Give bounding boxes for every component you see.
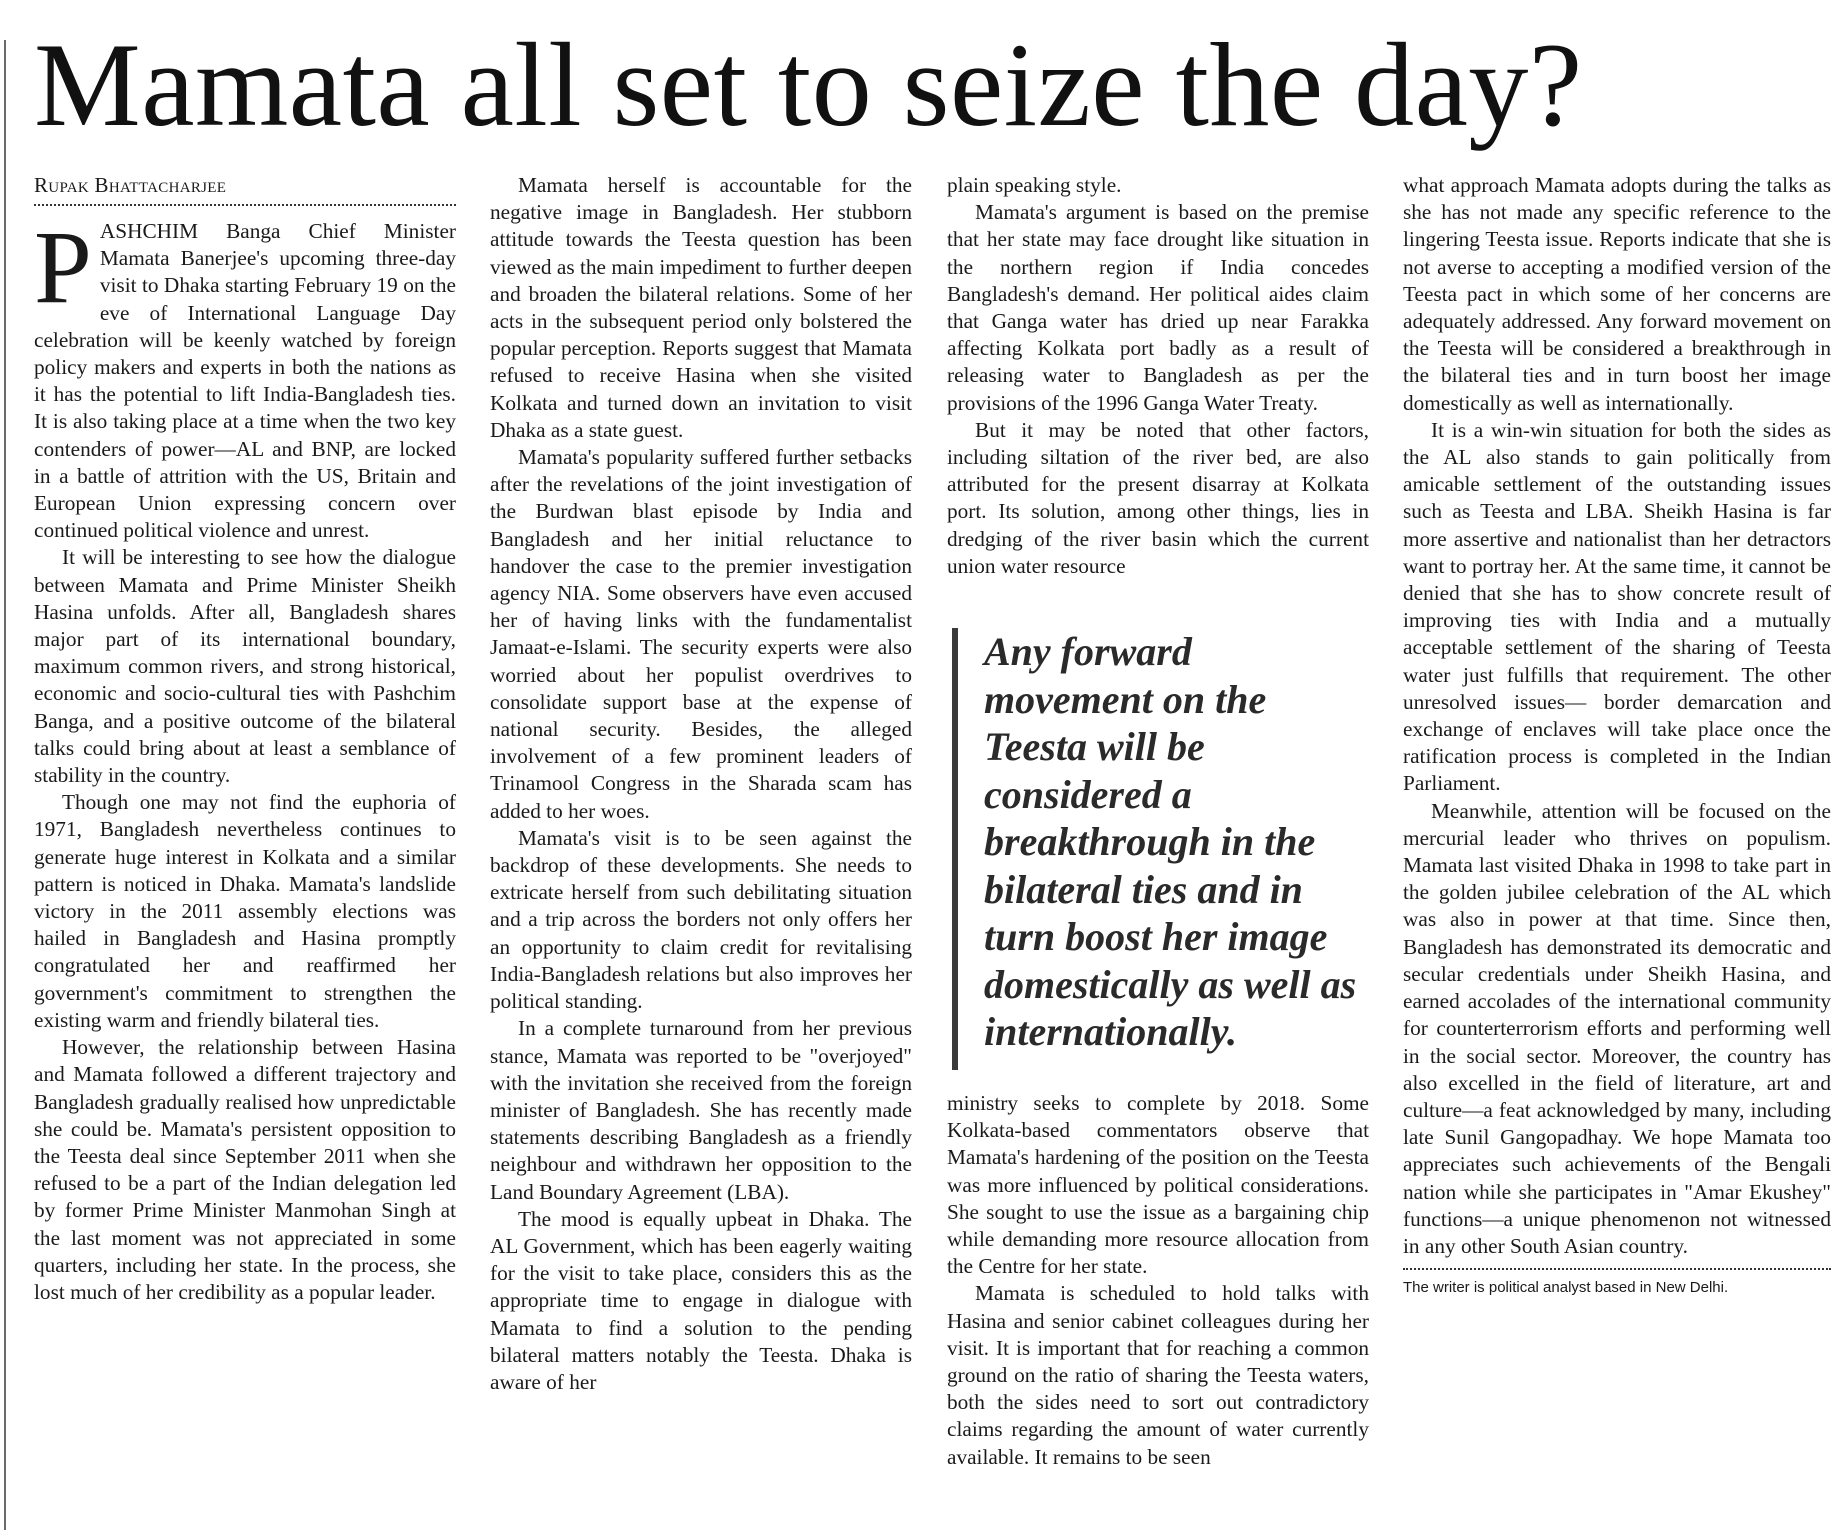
- paragraph: Though one may not find the euphoria of 1971, Bangladesh nevertheless continues to generate huge interest in Kolkata and a similar pattern is noticed in Dhaka. Mamata's landslide victory in the 2011 assembly elections was hailed in Bangladesh and Hasina promptly congratulated her and reaffirmed her government's commitment to strengthen the existing warm and friendly bilateral ties.: [34, 790, 456, 1032]
- paragraph: However, the relationship between Hasina and Mamata followed a different trajectory and Bangladesh gradually realised how unpredictable she could be. Mamata's persistent opposition to the Teesta deal since September 2011 when she refused to be a part of the Indian delegation led by former Prime Minister Manmohan Singh at the last moment was not appreciated in some quarters, including her state. In the process, she lost much of her credibility as a popular leader.: [34, 1035, 456, 1304]
- paragraph: Mamata is scheduled to hold talks with Hasina and senior cabinet colleagues during her visit. It is important that for reaching a common ground on the ratio of sharing the Teesta waters, both the sides need to sort out contradictory claims regarding the amount of water currently available. It remains to be seen: [947, 1281, 1369, 1469]
- column-3-top: [947, 172, 1369, 580]
- pull-quote: [952, 628, 1362, 1070]
- paragraph: Mamata herself is accountable for the negative image in Bangladesh. Her stubborn attitude towards the Teesta question has been viewed as the main impediment to further deepen and broaden the bilateral relations. Some of her acts in the subsequent period only bolstered the popular perception. Reports suggest that Mamata refused to receive Hasina when she visited Kolkata and turned down an invitation to visit Dhaka as a state guest.: [490, 173, 912, 442]
- paragraph: Mamata's visit is to be seen against the backdrop of these developments. She needs to extricate herself from such debilitating situation and a trip across the borders not only offers her an opportunity to claim credit for revitalising India-Bangladesh relations but also improves her political standing.: [490, 825, 912, 1014]
- column-3-bottom: [947, 1090, 1369, 1471]
- headline: Mamata all set to seize the day?: [34, 18, 1583, 151]
- column-1: [34, 172, 456, 1306]
- drop-cap: P: [34, 210, 92, 325]
- paragraph-1-text: ASHCHIM Banga Chief Minister Mamata Banerjee's upcoming three-day visit to Dhaka starting February 19 on the eve of International Language Day celebration will be keenly watched by foreign policy makers and experts in both the nations as it has the potential to lift India-Bangladesh ties. It is also taking place at a time when the two key contenders of power—AL and BNP, are locked in a battle of attrition with the US, Britain and European Union expressing concern over continued political violence and unrest.: [34, 219, 456, 543]
- paragraph: Meanwhile, attention will be focused on the mercurial leader who thrives on populism. Mamata last visited Dhaka in 1998 to take part in the golden jubilee celebration of the AL which was also in power at that time. Since then, Bangladesh has demonstrated its democratic and secular credentials under Sheikh Hasina, and earned accolades of the international community for counterterrorism efforts and performing well in the social sector. Moreover, the country has also excelled in the field of literature, art and culture—a feat acknowledged by many, including late Sunil Gangopadhay. We hope Mamata too appreciates such achievements of the Bengali nation while she participates in "Amar Ekushey" functions—a unique phenomenon not witnessed in any other South Asian country.: [1403, 798, 1831, 1258]
- paragraph: It is a win-win situation for both the sides as the AL also stands to gain politically from amicable settlement of the outstanding issues such as Teesta and LBA. Sheikh Hasina is far more assertive and nationalist than her detractors want to portray her. At the same time, it cannot be denied that she has to show concrete result of improving ties with India and a mutually acceptable settlement of the sharing of Teesta water just fulfills that requirement. The other unresolved issues— border demarcation and exchange of enclaves will take place once the ratification process is completed in the Indian Parliament.: [1403, 417, 1831, 796]
- paragraph: The mood is equally upbeat in Dhaka. The AL Government, which has been eagerly waiting for the visit to take place, considers this as the appropriate time to engage in dialogue with Mamata to find a solution to the pending bilateral matters notably the Teesta. Dhaka is aware of her: [490, 1206, 912, 1394]
- byline: Rupak Bhattacharjee: [34, 173, 227, 197]
- paragraph: It will be interesting to see how the dialogue between Mamata and Prime Minister Sheikh Hasina unfolds. After all, Bangladesh shares major part of its international boundary, maximum common rivers, and strong historical, economic and socio-cultural ties with Pashchim Banga, and a positive outcome of the bilateral talks could bring about at least a semblance of stability in the country.: [34, 545, 456, 788]
- footnote-divider: [1403, 1268, 1831, 1270]
- paragraph-continued: plain speaking style.: [947, 173, 1122, 197]
- paragraph-continued: ministry seeks to complete by 2018. Some Kolkata-based commentators observe that Mamata's hardening of the position on the Teesta was more influenced by political considerations. She sought to use the issue as a bargaining chip while demanding more resource allocation from the Centre for her state.: [947, 1091, 1369, 1279]
- byline-divider: [34, 204, 456, 206]
- paragraph: But it may be noted that other factors, including siltation of the river bed, are also attributed for the present disarray at Kolkata port. Its solution, among other things, lies in dredging of the river basin which the current union water resource: [947, 417, 1369, 578]
- paragraph: In a complete turnaround from her previous stance, Mamata was reported to be "overjoyed" with the invitation she received from the foreign minister of Bangladesh. She has recently made statements describing Bangladesh as a friendly neighbour and withdrawn her opposition to the Land Boundary Agreement (LBA).: [490, 1016, 912, 1204]
- page-edge-line: [4, 40, 6, 1530]
- column-2: [490, 172, 912, 1396]
- paragraph-continued: what approach Mamata adopts during the talks as she has not made any specific reference to the lingering Teesta issue. Reports indicate that she is not averse to accepting a modified version of the Teesta pact in which some of her concerns are adequately addressed. Any forward movement on the Teesta will be considered a breakthrough in the bilateral ties and in turn boost her image domestically as well as internationally.: [1403, 173, 1831, 415]
- paragraph: Mamata's popularity suffered further setbacks after the revelations of the joint investigation of the Burdwan blast episode by India and Bangladesh and her initial reluctance to handover the case to the premier investigation agency NIA. Some observers have even accused her of having links with the fundamentalist Jamaat-e-Islami. The security experts were also worried about her populist overdrives to consolidate support base at the expense of national security. Besides, the alleged involvement of a few prominent leaders of Trinamool Congress in the Sharada scam has added to her woes.: [490, 445, 912, 823]
- paragraph: Mamata's argument is based on the premise that her state may face drought like situation in the northern region if India concedes Bangladesh's demand. Her political aides claim that Ganga water has dried up near Farakka affecting Kolkata port badly as a result of releasing water to Bangladesh as per the provisions of the 1996 Ganga Water Treaty.: [947, 200, 1369, 415]
- paragraph-1: [34, 210, 456, 544]
- column-4: [1403, 172, 1831, 1298]
- author-note: The writer is political analyst based in New Delhi.: [1403, 1279, 1729, 1297]
- pull-quote-text: Any forward movement on the Teesta will be considered a breakthrough in the bilateral ties and in turn boost her image domestically as well as internationally.: [984, 629, 1357, 1054]
